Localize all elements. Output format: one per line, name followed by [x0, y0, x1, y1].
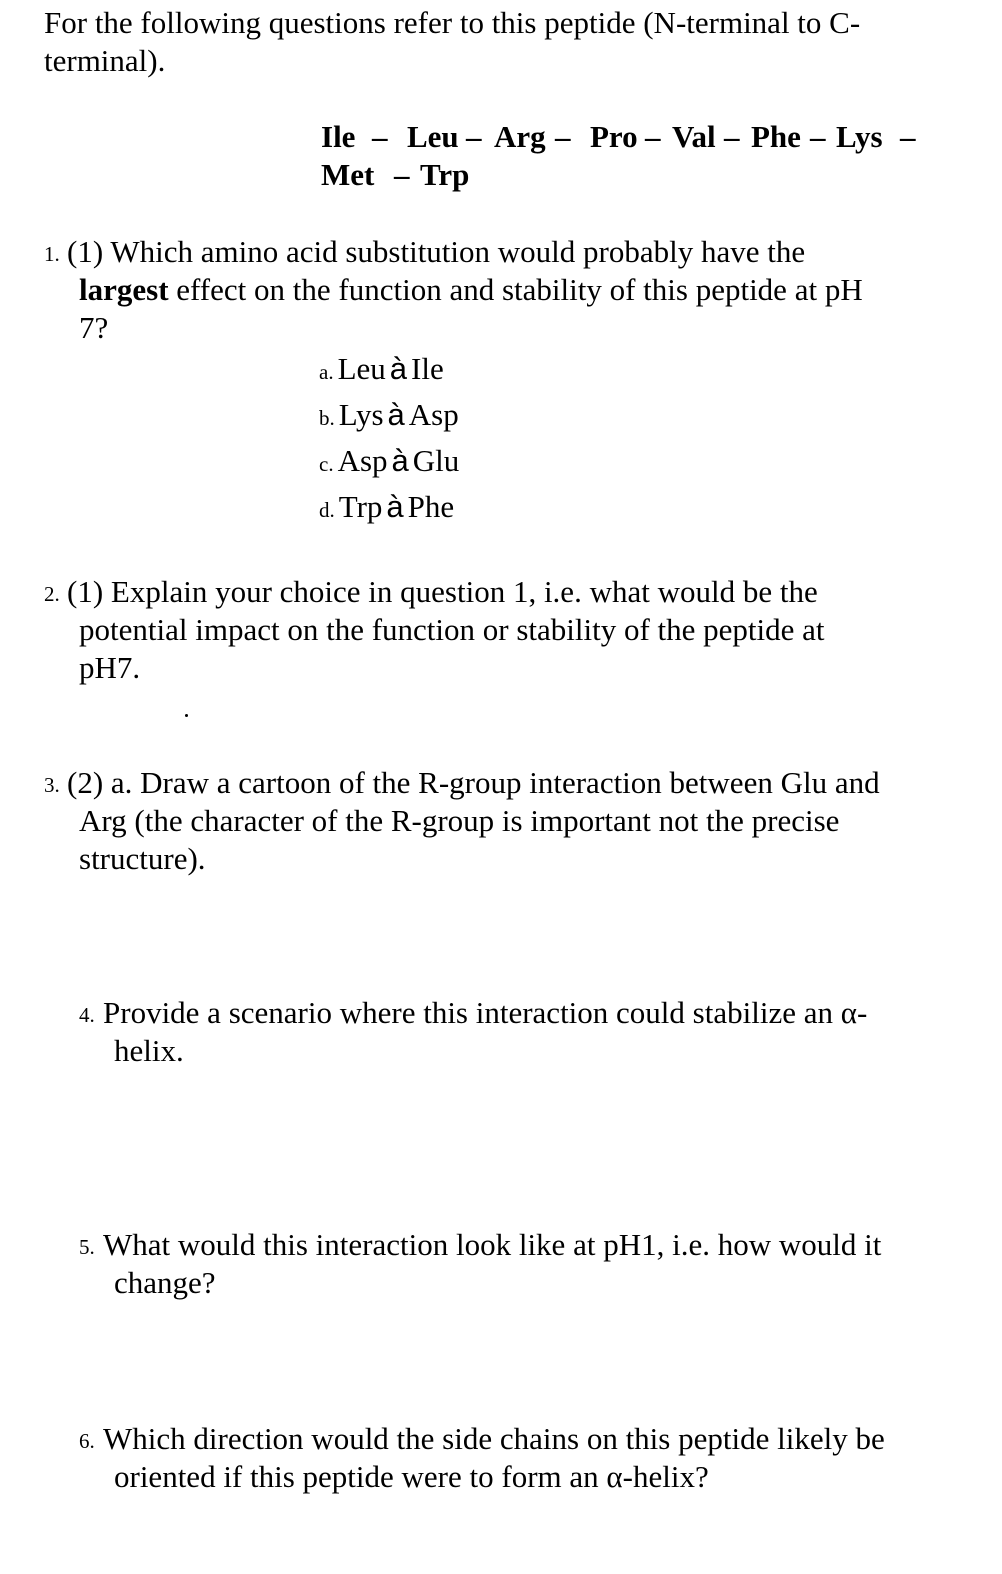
- peptide-residue: Phe: [751, 119, 801, 154]
- peptide-bond: –: [555, 119, 571, 154]
- option-from: Trp: [338, 489, 383, 524]
- question-number: 2.: [44, 582, 60, 606]
- question-number: 5.: [79, 1235, 95, 1259]
- option-b: [319, 396, 459, 437]
- question-number: 6.: [79, 1429, 95, 1453]
- option-from: Lys: [338, 397, 384, 432]
- question-number: 1.: [44, 242, 60, 266]
- q6-line-1: Which direction would the side chains on this peptide likely be: [103, 1421, 885, 1456]
- peptide-bond: –: [900, 119, 916, 154]
- q1-line-3: 7?: [79, 310, 109, 345]
- option-to: Asp: [408, 397, 459, 432]
- peptide-residue: Ile: [321, 119, 356, 154]
- q6-line-2: oriented if this peptide were to form an α-helix?: [114, 1459, 709, 1494]
- q3-line-3: structure).: [79, 841, 206, 876]
- peptide-residue: Pro: [590, 119, 638, 154]
- q2-line-1: (1) Explain your choice in question 1, i.e. what would be the: [67, 574, 818, 609]
- peptide-residue: Lys: [836, 119, 883, 154]
- q4-line-1: Provide a scenario where this interaction could stabilize an α-: [103, 995, 868, 1030]
- peptide-residue: Trp: [420, 157, 470, 192]
- peptide-bond: –: [724, 119, 740, 154]
- peptide-residue: Leu: [407, 119, 459, 154]
- intro-line-2: terminal).: [44, 43, 166, 78]
- stray-dot: [185, 714, 188, 717]
- option-letter: b.: [319, 406, 335, 430]
- peptide-bond: –: [372, 119, 388, 154]
- peptide-residue: Arg: [494, 119, 546, 154]
- option-from: Leu: [337, 351, 386, 386]
- arrow-icon: à: [386, 489, 404, 524]
- arrow-icon: à: [389, 351, 408, 386]
- q1-line-2: [79, 271, 863, 309]
- option-a: [319, 350, 444, 391]
- q4-line-2: helix.: [114, 1033, 184, 1068]
- q3-line-2: Arg (the character of the R-group is important not the precise: [79, 803, 840, 838]
- q2-line-2: potential impact on the function or stability of the peptide at: [79, 612, 825, 647]
- option-to: Phe: [407, 489, 455, 524]
- option-from: Asp: [337, 443, 388, 478]
- option-to: Ile: [411, 351, 444, 386]
- peptide-residue: Met: [321, 157, 375, 192]
- emphasis-largest: largest: [79, 272, 169, 307]
- arrow-icon: à: [387, 397, 405, 432]
- peptide-bond: –: [394, 157, 410, 192]
- option-letter: d.: [319, 498, 335, 522]
- option-c: [319, 442, 459, 483]
- option-d: [319, 488, 454, 529]
- option-letter: a.: [319, 360, 334, 384]
- q2-line-3: pH7.: [79, 650, 141, 685]
- peptide-residue: Val: [672, 119, 716, 154]
- question-number: 3.: [44, 773, 60, 797]
- arrow-icon: à: [391, 443, 409, 478]
- option-to: Glu: [412, 443, 460, 478]
- q5-line-1: What would this interaction look like at pH1, i.e. how would it: [103, 1227, 882, 1262]
- question-number: 4.: [79, 1003, 95, 1027]
- q3-line-1: (2) a. Draw a cartoon of the R-group interaction between Glu and: [67, 765, 880, 800]
- intro-line-1: For the following questions refer to this peptide (N-terminal to C-: [44, 5, 861, 40]
- q5-line-2: change?: [114, 1265, 216, 1300]
- q1-line-2-rest: effect on the function and stability of this peptide at pH: [168, 272, 863, 307]
- peptide-bond: –: [645, 119, 661, 154]
- option-letter: c.: [319, 452, 334, 476]
- q1-line-1: (1) Which amino acid substitution would probably have the: [67, 234, 806, 269]
- peptide-bond: –: [466, 119, 482, 154]
- peptide-bond: –: [810, 119, 826, 154]
